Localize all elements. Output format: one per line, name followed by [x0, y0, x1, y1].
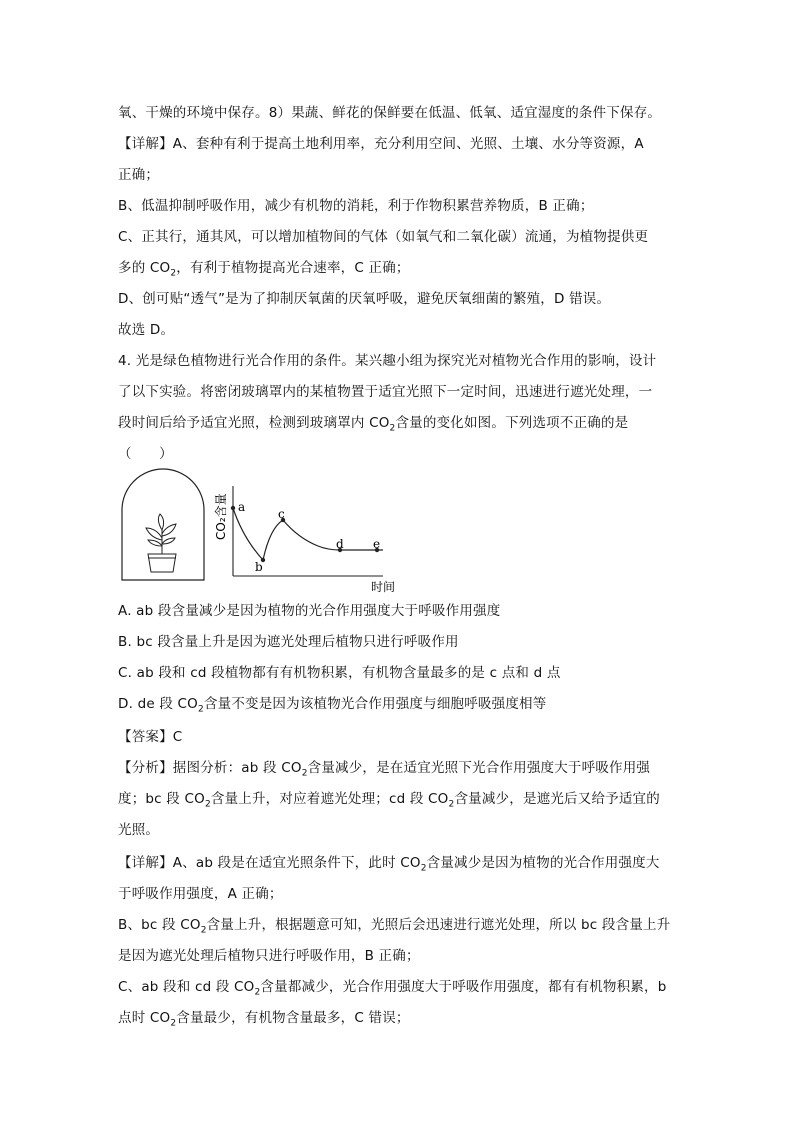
text-fragment: 含量减少，是在适宜光照下光合作用强度大于呼吸作用强	[307, 760, 651, 776]
text-fragment: 段时间后给予适宜光照，检测到玻璃罩内 CO	[118, 415, 390, 431]
label-d: d	[336, 537, 344, 551]
subscript: 2	[200, 925, 207, 936]
detail-line	[118, 977, 667, 997]
text-fragment: ，有利于植物提高光合速率，C 正确；	[176, 260, 410, 276]
text-line	[118, 258, 410, 278]
option-c: C. ab 段和 cd 段植物都有有机物积累，有机物含量最多的是 c 点和 d 点	[118, 665, 561, 681]
text-fragment: 【详解】A、ab 段是在适宜光照条件下，此时 CO	[118, 855, 421, 871]
subscript: 2	[170, 1018, 177, 1029]
text-fragment: 点时 CO	[118, 1010, 171, 1026]
option-a: A. ab 段含量减少是因为植物的光合作用强度大于呼吸作用强度	[118, 603, 501, 619]
text-line: D、创可贴“透气”是为了抑制厌氧菌的厌氧呼吸，避免厌氧细菌的繁殖，D 错误。	[118, 291, 611, 307]
text-fragment: B、bc 段 CO	[118, 917, 201, 933]
subscript: 2	[301, 768, 308, 779]
question-line: 了以下实验。将密闭玻璃罩内的某植物置于适宜光照下一定时间，迅速进行遮光处理，一	[118, 384, 653, 400]
detail-line: 于呼吸作用强度，A 正确；	[118, 886, 283, 902]
co2-curve	[233, 508, 383, 560]
detail-line	[118, 1008, 410, 1028]
x-axis-label: 时间	[371, 580, 396, 593]
option-b: B. bc 段含量上升是因为遮光处理后植物只进行呼吸作用	[118, 634, 459, 650]
text-line: B、低温抑制呼吸作用，减少有机物的消耗，利于作物积累营养物质，B 正确；	[118, 198, 594, 214]
experiment-figure	[118, 468, 418, 593]
label-c: c	[278, 507, 285, 521]
analysis-line	[118, 789, 660, 809]
label-e: e	[373, 537, 381, 551]
text-fragment: 多的 CO	[118, 260, 171, 276]
text-line: 故选 D。	[118, 322, 175, 338]
subscript: 2	[420, 863, 427, 874]
subscript: 2	[170, 268, 177, 279]
potted-plant-icon	[146, 514, 176, 572]
subscript: 2	[389, 423, 396, 434]
text-fragment: D. de 段 CO	[118, 696, 198, 712]
text-fragment: C、ab 段和 cd 段 CO	[118, 979, 255, 995]
text-fragment: 度；bc 段 CO	[118, 791, 205, 807]
text-fragment: 含量不变是因为该植物光合作用强度与细胞呼吸强度相等	[203, 696, 547, 712]
subscript: 2	[448, 799, 455, 810]
y-axis-label: CO₂含量	[214, 493, 228, 540]
detail-line: 是因为遮光处理后植物只进行呼吸作用，B 正确；	[118, 948, 420, 964]
text-line: C、正其行，通其风，可以增加植物间的气体（如氧气和二氧化碳）流通，为植物提供更	[118, 229, 649, 245]
point-a	[231, 506, 235, 510]
question-line: 4. 光是绿色植物进行光合作用的条件。某兴趣小组为探究光对植物光合作用的影响，设计	[118, 353, 657, 369]
text-fragment: 含量减少，是遮光后又给予适宜的	[454, 791, 660, 807]
analysis-line	[118, 758, 650, 778]
figure-svg	[118, 468, 418, 593]
text-line: 氧、干燥的环境中保存。8）果蔬、鲜花的保鲜要在低温、低氧、适宜湿度的条件下保存。	[118, 105, 662, 121]
text-fragment: 含量的变化如图。下列选项不正确的是	[395, 415, 629, 431]
subscript: 2	[204, 799, 211, 810]
analysis-line: 光照。	[118, 822, 160, 838]
label-b: b	[255, 560, 263, 574]
answer-line: 【答案】C	[118, 729, 183, 745]
answer-bracket: （ ）	[118, 446, 173, 462]
subscript: 2	[254, 987, 261, 998]
text-line: 正确；	[118, 167, 160, 183]
text-fragment: 含量最少，有机物含量最多，C 错误；	[176, 1010, 410, 1026]
label-a: a	[238, 500, 246, 514]
text-fragment: 【分析】据图分析：ab 段 CO	[118, 760, 302, 776]
text-fragment: 含量上升，根据题意可知，光照后会迅速进行遮光处理，所以 bc 段含量上升	[206, 917, 671, 933]
question-line	[118, 413, 628, 433]
subscript: 2	[198, 704, 204, 715]
text-fragment: 含量上升，对应着遮光处理；cd 段 CO	[210, 791, 449, 807]
detail-line	[118, 915, 670, 935]
text-fragment: 含量都减少，光合作用强度大于呼吸作用强度，都有有机物积累，b	[260, 979, 667, 995]
text-line: 【详解】A、套种有利于提高土地利用率，充分利用空间、光照、土壤、水分等资源，A	[118, 136, 644, 152]
detail-line	[118, 853, 660, 873]
option-d	[118, 694, 546, 714]
text-fragment: 含量减少是因为植物的光合作用强度大	[426, 855, 660, 871]
